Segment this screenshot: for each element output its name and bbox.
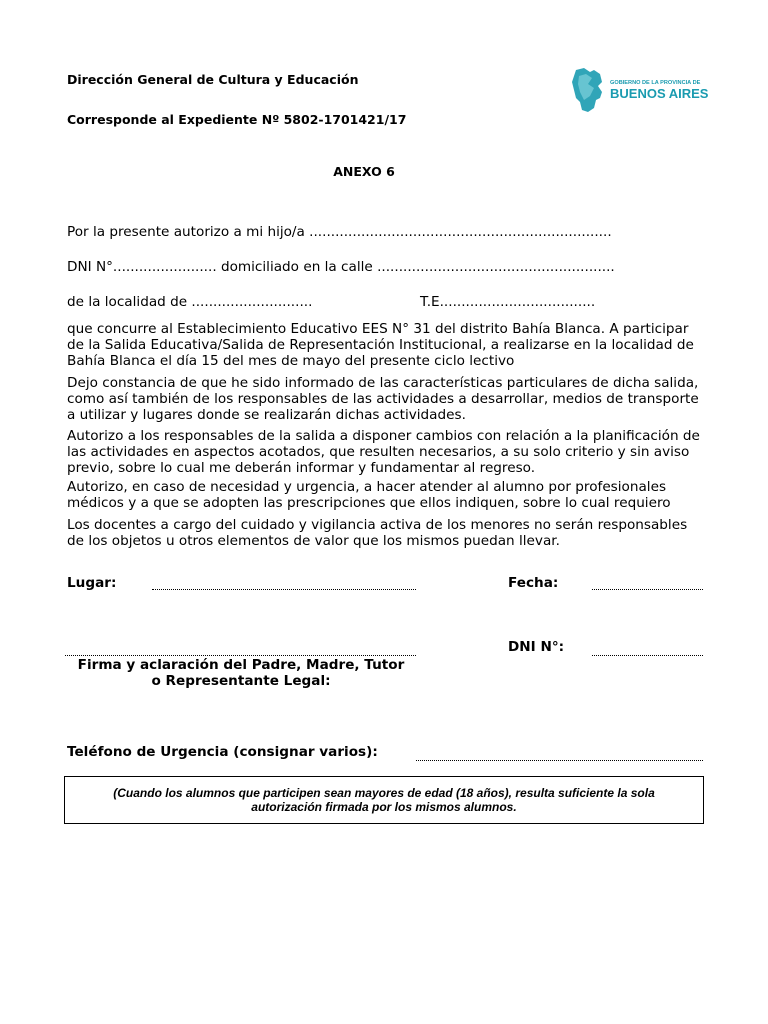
changes-authorization-paragraph: Autorizo a los responsables de la salida a disponer cambios con relación a la planificación de las actividades en aspectos acotados, que resulten necesarios, a su solo criterio y sin aviso previo, sobre lo cual me deberán informar y fundamentar al regreso. <box>67 428 700 476</box>
establishment-paragraph: que concurre al Establecimiento Educativo EES N° 31 del distrito Bahía Blanca. A participar de la Salida Educativa/Salida de Representación Institucional, a realizarse en la localidad de Bahía Blanca el día 15 del mes de mayo del presente ciclo lectivo <box>67 321 694 369</box>
dni-field[interactable] <box>592 655 703 656</box>
adult-students-note: (Cuando los alumnos que participen sean mayores de edad (18 años), resulta suficiente la sola autorización firmada por los mismos alumnos. <box>113 786 655 814</box>
annex-title: ANEXO 6 <box>333 164 395 179</box>
signature-label-line1: Firma y aclaración del Padre, Madre, Tutor <box>77 657 405 673</box>
dni-address-line: DNI N°........................ domiciliado en la calle ....................................................... <box>67 259 615 275</box>
adult-students-note-box <box>64 776 704 824</box>
liability-paragraph: Los docentes a cargo del cuidado y vigilancia activa de los menores no serán responsables de los objetos u otros elementos de valor que los mismos puedan llevar. <box>67 517 688 549</box>
lugar-label: Lugar: <box>67 575 117 591</box>
svg-text:BUENOS AIRES: BUENOS AIRES <box>610 86 709 101</box>
emergency-phone-field[interactable] <box>416 760 703 761</box>
province-logo <box>570 66 710 114</box>
institution-name: Dirección General de Cultura y Educación <box>67 72 359 87</box>
dni-label: DNI N°: <box>508 639 565 655</box>
fecha-label: Fecha: <box>508 575 559 591</box>
lugar-field[interactable] <box>152 589 416 590</box>
signature-field[interactable] <box>65 655 416 656</box>
consent-paragraph: Dejo constancia de que he sido informado de las características particulares de dicha salida, como así también de los responsables de las actividades a desarrollar, medios de transporte a utilizar y lugares donde se realizarán dichas actividades. <box>67 375 699 423</box>
expediente-number: Corresponde al Expediente Nº 5802-1701421/17 <box>67 112 407 127</box>
signature-label <box>67 657 415 689</box>
buenos-aires-map-icon <box>570 66 710 114</box>
child-name-line: Por la presente autorizo a mi hijo/a ...................................................................... <box>67 224 612 240</box>
medical-authorization-paragraph: Autorizo, en caso de necesidad y urgencia, a hacer atender al alumno por profesionales médicos y a que se adopten las prescripciones que ellos indiquen, sobre lo cual requiero <box>67 479 671 511</box>
phone-line: T.E.................................... <box>420 294 596 310</box>
locality-line: de la localidad de ............................ <box>67 294 313 310</box>
svg-text:GOBIERNO DE LA PROVINCIA DE: GOBIERNO DE LA PROVINCIA DE <box>610 80 701 86</box>
signature-label-line2: o Representante Legal: <box>151 673 331 689</box>
emergency-phone-label: Teléfono de Urgencia (consignar varios): <box>67 744 378 760</box>
fecha-field[interactable] <box>592 589 703 590</box>
